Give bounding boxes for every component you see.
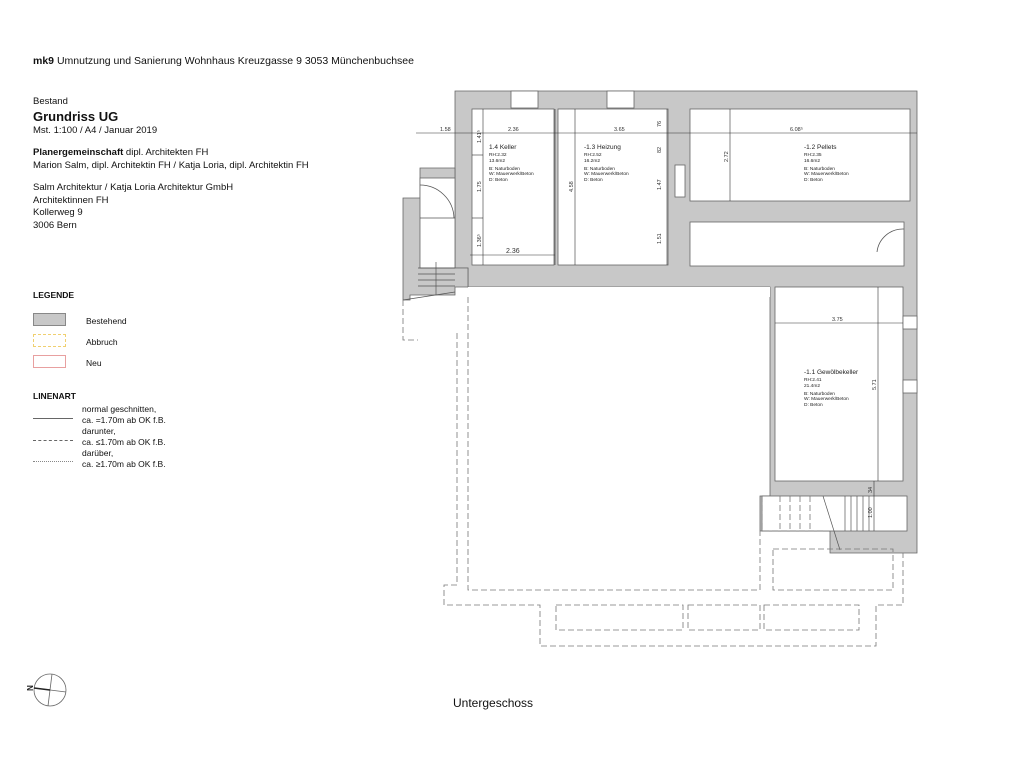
legend-label-new: Neu [86, 358, 102, 368]
room-area: 16.6m2 [804, 159, 820, 164]
dim-151: 1.51 [657, 233, 663, 244]
dim-236-bottom: 2.36 [506, 248, 520, 255]
dim-375: 3.75 [832, 317, 843, 323]
room-height: RH:2.52 [584, 153, 602, 158]
dim-100: 1.00 [868, 507, 874, 518]
linetype-heading: LINENART [33, 391, 76, 401]
room-wall: W: Mauerwerk/Beton [804, 172, 849, 177]
dim-272: 2.72 [724, 151, 730, 162]
room-area: 21.4m2 [804, 384, 820, 389]
team-members: Marion Salm, dipl. Architektin FH / Katja Loria, dipl. Architektin FH [33, 159, 309, 171]
room-floor: B: Naturboden [584, 167, 615, 172]
room-name: -1.1 Gewölbekeller [804, 369, 859, 376]
dim-571: 5.71 [872, 379, 878, 390]
plan-scale: Mst. 1:100 / A4 / Januar 2019 [33, 124, 158, 136]
room-wall: W: Mauerwerk/Beton [489, 172, 534, 177]
dim-34: 34 [868, 486, 874, 493]
company-name: Salm Architektur / Katja Loria Architektur GmbH [33, 182, 234, 193]
room-name: 1.4 Keller [489, 144, 517, 151]
dim-82: 82 [657, 146, 663, 153]
company-subtitle: Architektinnen FH [33, 194, 109, 206]
linetype-dashed-line1: darunter, [82, 426, 116, 436]
room-floor: B: Naturboden [804, 392, 835, 397]
room-floor: B: Naturboden [804, 167, 835, 172]
company-street: Kollerweg 9 [33, 207, 83, 218]
legend-label-existing: Bestehend [86, 316, 127, 326]
linetype-solid-line2: ca. =1.70m ab OK f.B. [82, 415, 166, 425]
dim-147: 1.47 [657, 179, 663, 190]
linetype-solid-line1: normal geschnitten, [82, 404, 157, 414]
north-arrow [25, 674, 66, 706]
team-name: Planergemeinschaft [33, 147, 124, 158]
dim-136: 1.36⁵ [477, 234, 483, 247]
company-city: 3006 Bern [33, 219, 77, 231]
room-name: -1.2 Pellets [804, 144, 837, 151]
room-wall: W: Mauerwerk/Beton [584, 172, 629, 177]
room-height: RH:2.32 [489, 153, 507, 158]
room-ceiling: D: Beton [804, 178, 823, 183]
dim-458: 4.58 [569, 181, 575, 192]
room-wall: W: Mauerwerk/Beton [804, 397, 849, 402]
room-ceiling: D: Beton [584, 178, 603, 183]
room-height: RH:2.41 [804, 378, 822, 383]
room-area: 16.2m2 [584, 159, 600, 164]
room-ceiling: D: Beton [804, 403, 823, 408]
room-ceiling: D: Beton [489, 178, 508, 183]
dim-236-top: 2.36 [508, 127, 519, 133]
team-qualification: dipl. Architekten FH [123, 147, 209, 158]
linetype-dotted-line1: darüber, [82, 448, 114, 458]
north-label: N [25, 685, 34, 691]
legend-label-demolition: Abbruch [86, 337, 118, 347]
project-description: Umnutzung und Sanierung Wohnhaus Kreuzgasse 9 3053 Münchenbuchsee [56, 55, 414, 67]
room-area: 13.6m2 [489, 159, 505, 164]
plan-status: Bestand [33, 96, 68, 107]
room-height: RH:2.35 [804, 153, 822, 158]
room-name: -1.3 Heizung [584, 144, 621, 151]
linetype-dashed-line2: ca. ≤1.70m ab OK f.B. [82, 437, 166, 447]
room-floor: B: Naturboden [489, 167, 520, 172]
dim-175: 1.75 [477, 181, 483, 192]
project-code: mk9 [33, 55, 55, 67]
legend-heading: LEGENDE [33, 290, 75, 300]
dim-141: 1.41⁵ [477, 130, 483, 143]
dim-76: 76 [657, 120, 663, 127]
dim-608: 6.08⁵ [790, 127, 803, 133]
linetype-dotted-line2: ca. ≥1.70m ab OK f.B. [82, 459, 166, 469]
floor-label: Untergeschoss [453, 696, 534, 710]
dim-158: 1.58 [440, 127, 451, 133]
plan-title: Grundriss UG [33, 108, 119, 124]
dim-365: 3.65 [614, 127, 625, 133]
